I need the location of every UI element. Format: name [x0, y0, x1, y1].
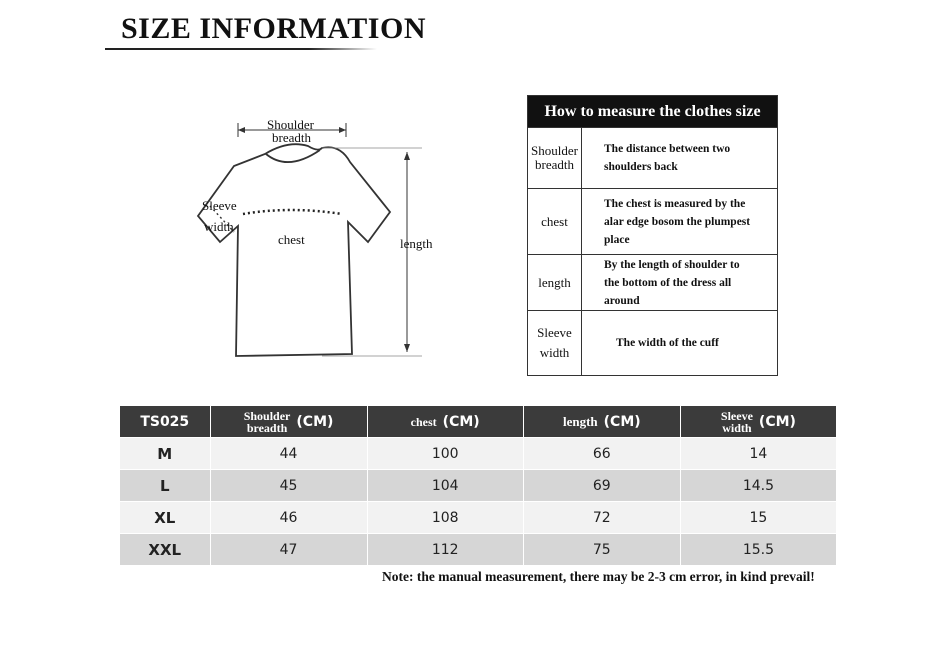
value-cell: 45	[211, 470, 368, 501]
title-underline	[105, 48, 377, 50]
breadth-label: breadth	[272, 130, 311, 145]
value-cell: 47	[211, 534, 368, 565]
value-cell: 108	[368, 502, 524, 533]
header-chest: chest (CM)	[368, 406, 524, 437]
howto-term: Shoulder breadth	[528, 128, 582, 188]
table-row	[120, 437, 836, 469]
howto-description: The chest is measured by the alar edge bosom the plumpest place	[604, 197, 751, 246]
table-row	[120, 501, 836, 533]
value-cell: 75	[524, 534, 681, 565]
howto-description: By the length of shoulder to the bottom of the dress all around	[604, 258, 740, 307]
size-table	[120, 406, 836, 565]
size-cell: XXL	[120, 534, 211, 565]
value-cell: 46	[211, 502, 368, 533]
value-cell: 69	[524, 470, 681, 501]
size-cell: M	[120, 438, 211, 469]
value-cell: 44	[211, 438, 368, 469]
header-length: length (CM)	[524, 406, 681, 437]
value-cell: 72	[524, 502, 681, 533]
chest-measure-line	[243, 210, 342, 214]
howto-term: Sleeve width	[528, 311, 582, 375]
shoulder-label: Shoulder	[267, 117, 314, 132]
table-row	[120, 469, 836, 501]
size-cell: XL	[120, 502, 211, 533]
howto-term: chest	[528, 189, 582, 254]
chest-label: chest	[278, 232, 305, 247]
howto-row-sleeve	[528, 310, 777, 375]
value-cell: 15.5	[742, 541, 775, 558]
table-row	[120, 533, 836, 565]
value-cell: 104	[368, 470, 524, 501]
howto-term: length	[528, 255, 582, 310]
value-cell: 100	[368, 438, 524, 469]
howto-row-length	[528, 254, 777, 310]
size-table-header	[120, 406, 836, 437]
howto-description: The distance between two shoulders back	[604, 143, 731, 173]
header-shoulder-breadth: Shoulder breadth (CM)	[211, 406, 368, 437]
tshirt-diagram	[190, 110, 450, 370]
size-code: TS025	[120, 406, 211, 437]
howto-row-shoulder	[528, 127, 777, 188]
width-label: width	[204, 219, 234, 234]
how-to-measure-header: How to measure the clothes size	[528, 96, 777, 127]
value-cell: 66	[524, 438, 681, 469]
sleeve-label: Sleeve	[202, 198, 237, 213]
tshirt-collar	[266, 150, 320, 162]
value-cell: 15	[749, 509, 768, 526]
howto-description: The width of the cuff	[616, 337, 719, 349]
how-to-measure-table	[527, 95, 778, 376]
howto-row-chest	[528, 188, 777, 254]
page-title: SIZE INFORMATION	[121, 12, 426, 45]
size-cell: L	[120, 470, 211, 501]
value-cell: 112	[368, 534, 524, 565]
measurement-note: Note: the manual measurement, there may be 2-3 cm error, in kind prevail!	[382, 569, 815, 584]
header-sleeve-width: Sleeve width (CM)	[720, 408, 796, 435]
value-cell: 14	[749, 445, 768, 462]
tshirt-outline	[198, 144, 390, 356]
length-label: length	[400, 236, 433, 251]
value-cell: 14.5	[742, 477, 775, 494]
